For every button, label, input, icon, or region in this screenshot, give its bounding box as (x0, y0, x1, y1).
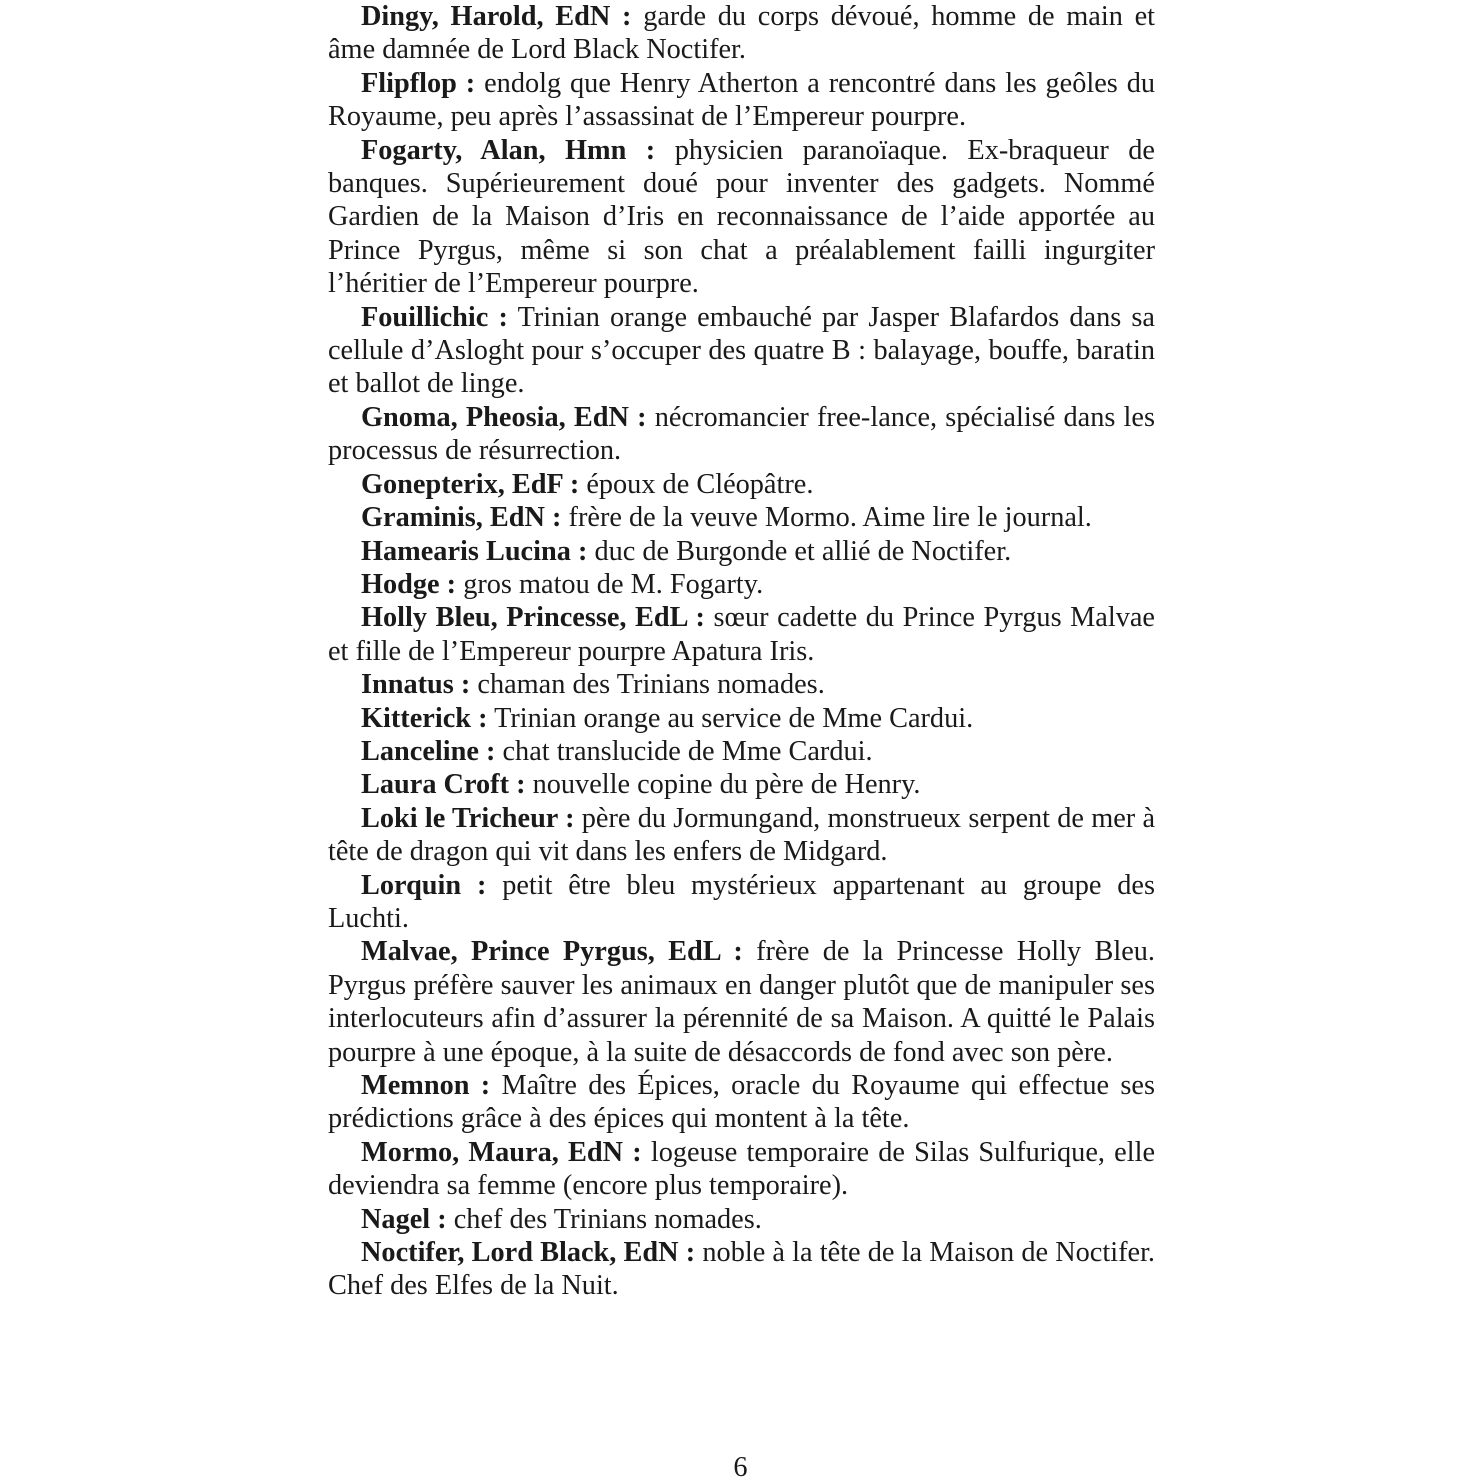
glossary-entry (328, 501, 1155, 534)
glossary-entry (328, 468, 1155, 501)
page-number: 6 (733, 1452, 748, 1483)
glossary-entry (328, 702, 1155, 735)
glossary-entry (328, 535, 1155, 568)
entry-text: physicien paranoïaque. Ex-braqueur de banques. Supérieurement doué pour inventer des gadgets. Nommé Gardien de la Maison d’Iris en reconnaissance de l’aide apportée au Prince Pyrgus, même si son chat a préalablement failli ingurgiter l’héritier de l’Empereur pourpre. (328, 134, 1155, 300)
glossary-entry (328, 601, 1155, 668)
entry-name: Innatus : (361, 669, 471, 701)
entry-text: logeuse temporaire de Silas Sulfurique, elle deviendra sa femme (encore plus temporaire). (328, 1136, 1155, 1202)
glossary-entry (328, 802, 1155, 869)
entry-name: Noctifer, Lord Black, EdN : (361, 1237, 696, 1269)
entry-text: noble à la tête de la Maison de Noctifer. Chef des Elfes de la Nuit. (328, 1237, 1156, 1302)
entry-name: Laura Croft : (361, 769, 526, 801)
glossary-entry (328, 768, 1155, 801)
entry-name: Graminis, EdN : (361, 502, 562, 534)
entry-text: chaman des Trinians nomades. (477, 669, 825, 701)
glossary-entry (328, 869, 1155, 936)
glossary-entry (328, 668, 1155, 701)
glossary-entry (328, 401, 1155, 468)
glossary-entry (328, 0, 1155, 67)
entry-text: garde du corps dévoué, homme de main et âme damnée de Lord Black Noctifer. (328, 1, 1155, 66)
entry-text: Maître des Épices, oracle du Royaume qui effectue ses prédictions grâce à des épices qui montent à la tête. (328, 1070, 1155, 1135)
entry-text: endolg que Henry Atherton a rencontré dans les geôles du Royaume, peu après l’assassinat de l’Empereur pourpre. (328, 67, 1155, 133)
entry-text: gros matou de M. Fogarty. (463, 568, 764, 600)
glossary-entry (328, 67, 1155, 134)
entry-text: petit être bleu mystérieux appartenant au groupe des Luchti. (328, 869, 1155, 934)
glossary-entry (328, 301, 1155, 401)
entry-name: Lorquin : (361, 869, 487, 901)
glossary-text (328, 0, 1155, 1303)
glossary-entry (328, 735, 1155, 768)
entry-name: Fouillichic : (361, 301, 508, 333)
entry-name: Dingy, Harold, EdN : (361, 1, 632, 32)
entry-name: Gonepterix, EdF : (361, 468, 580, 500)
entry-name: Holly Bleu, Princesse, EdL : (361, 602, 705, 634)
entry-text: sœur cadette du Prince Pyrgus Malvae et fille de l’Empereur pourpre Apatura Iris. (328, 602, 1155, 667)
entry-name: Gnoma, Pheosia, EdN : (361, 401, 647, 433)
entry-name: Kitterick : (361, 702, 488, 734)
entry-text: père du Jormungand, monstrueux serpent de mer à tête de dragon qui vit dans les enfers de Midgard. (328, 802, 1156, 868)
entry-text: frère de la Princesse Holly Bleu. Pyrgus préfère sauver les animaux en danger plutôt que de manipuler ses interlocuteurs afin d’assurer la pérennité de sa Maison. A quitté le Palais pourpre à une époque, à la suite de désaccords de fond avec son père. (328, 936, 1155, 1068)
entry-text: Trinian orange au service de Mme Cardui. (494, 702, 974, 734)
entry-text: frère de la veuve Mormo. Aime lire le journal. (568, 502, 1092, 534)
entry-name: Nagel : (361, 1203, 447, 1235)
entry-name: Hamearis Lucina : (361, 535, 588, 567)
entry-text: nécromancier free-lance, spécialisé dans les processus de résurrection. (328, 401, 1155, 467)
entry-name: Lanceline : (361, 735, 496, 767)
entry-name: Loki le Tricheur : (361, 802, 575, 834)
glossary-entry (328, 935, 1155, 1069)
entry-text: nouvelle copine du père de Henry. (532, 769, 921, 801)
entry-name: Fogarty, Alan, Hmn : (361, 134, 656, 166)
entry-text: chat translucide de Mme Cardui. (502, 735, 873, 767)
entry-name: Hodge : (361, 568, 457, 600)
entry-text: duc de Burgonde et allié de Noctifer. (594, 535, 1012, 567)
glossary-entry (328, 1236, 1155, 1303)
entry-name: Malvae, Prince Pyrgus, EdL : (361, 936, 743, 968)
glossary-entry (328, 1136, 1155, 1203)
entry-text: chef des Trinians nomades. (453, 1203, 762, 1235)
entry-name: Mormo, Maura, EdN : (361, 1136, 642, 1168)
glossary-entry (328, 1069, 1155, 1136)
glossary-entry (328, 134, 1155, 301)
entry-name: Memnon : (361, 1070, 491, 1101)
entry-text: époux de Cléopâtre. (586, 468, 814, 500)
entry-text: Trinian orange embauché par Jasper Blafardos dans sa cellule d’Asloght pour s’occuper des quatre B : balayage, bouffe, baratin et ballot de linge. (328, 301, 1155, 400)
glossary-entry (328, 568, 1155, 601)
glossary-entry (328, 1203, 1155, 1236)
entry-name: Flipflop : (361, 67, 476, 99)
